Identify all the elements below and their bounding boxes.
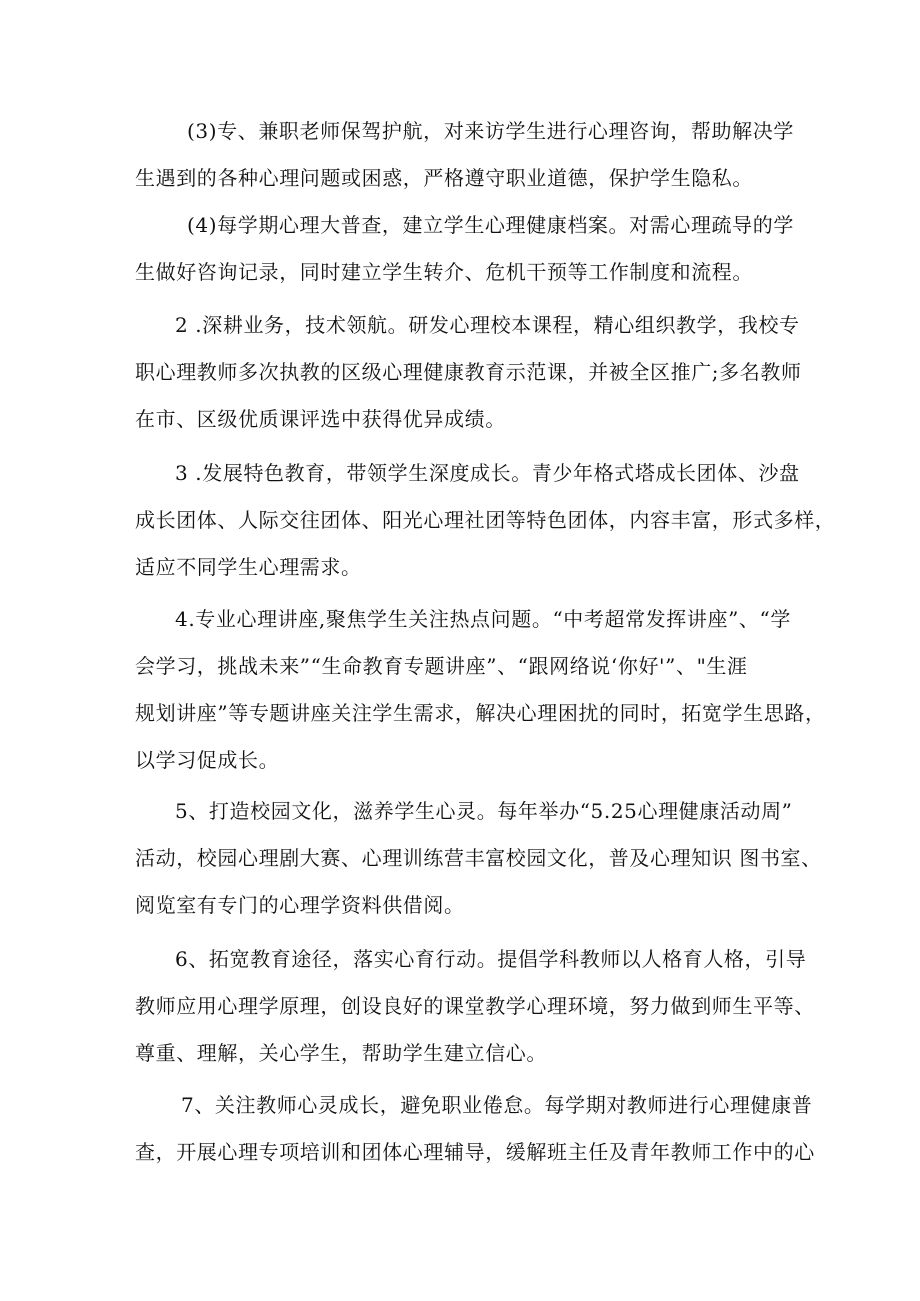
paragraph-line: (3)专、兼职老师保驾护航，对来访学生进行心理咨询，帮助解决学 xyxy=(187,119,794,143)
paragraph-line: 生做好咨询记录，同时建立学生转介、危机干预等工作制度和流程。 xyxy=(135,260,753,284)
item-3-paragraph xyxy=(135,450,836,591)
paragraph-line: 6、拓宽教育途径，落实心育行动。提倡学科教师以人格育人格，引导 xyxy=(175,947,807,971)
paragraph-line: 2 .深耕业务，技术领航。研发心理校本课程，精心组织教学，我校专 xyxy=(175,313,800,337)
paragraph-line: 阅览室有专门的心理学资料供借阅。 xyxy=(135,893,465,917)
paragraph-line: 尊重、理解，关心学生，帮助学生建立信心。 xyxy=(135,1041,547,1065)
paragraph-line: 适应不同学生心理需求。 xyxy=(135,555,362,579)
item-2-paragraph xyxy=(135,302,802,443)
paragraph-line: 7、关注教师心灵成长，避免职业倦怠。每学期对教师进行心理健康普 xyxy=(181,1093,813,1117)
paragraph-line: 成长团体、人际交往团体、阳光心理社团等特色团体，内容丰富，形式多样， xyxy=(135,508,836,532)
paragraph-line: 在市、区级优质课评选中获得优异成绩。 xyxy=(135,407,506,431)
paragraph-4 xyxy=(135,202,795,296)
paragraph-line: 会学习，挑战未来”“生命教育专题讲座”、“跟网络说‘你好'”、"生涯 xyxy=(135,654,748,678)
paragraph-line: 活动，校园心理剧大赛、心理训练营丰富校园文化，普及心理知识 图书室、 xyxy=(135,846,822,870)
paragraph-line: 3 .发展特色教育，带领学生深度成长。青少年格式塔成长团体、沙盘 xyxy=(175,461,800,485)
item-7-paragraph xyxy=(135,1082,815,1176)
paragraph-line: 规划讲座”等专题讲座关注学生需求，解决心理困扰的同时，拓宽学生思路， xyxy=(135,701,826,725)
paragraph-line: (4)每学期心理大普查，建立学生心理健康档案。对需心理疏导的学 xyxy=(187,213,794,237)
item-4-paragraph xyxy=(135,596,826,784)
item-5-paragraph xyxy=(135,788,822,929)
item-6-paragraph xyxy=(135,936,815,1077)
paragraph-line: 4.专业心理讲座,聚焦学生关注热点问题。“中考超常发挥讲座”、“学 xyxy=(175,607,791,631)
paragraph-3 xyxy=(135,108,795,202)
paragraph-line: 以学习促成长。 xyxy=(135,748,280,772)
paragraph-line: 生遇到的各种心理问题或困惑，严格遵守职业道德，保护学生隐私。 xyxy=(135,166,753,190)
paragraph-line: 职心理教师多次执教的区级心理健康教育示范课，并被全区推广;多名教师 xyxy=(135,360,802,384)
paragraph-line: 5、打造校园文化，滋养学生心灵。每年举办“5.25心理健康活动周” xyxy=(175,799,793,823)
paragraph-line: 教师应用心理学原理，创设良好的课堂教学心理环境，努力做到师生平等、 xyxy=(135,994,815,1018)
paragraph-line: 查，开展心理专项培训和团体心理辅导，缓解班主任及青年教师工作中的心 xyxy=(135,1140,815,1164)
